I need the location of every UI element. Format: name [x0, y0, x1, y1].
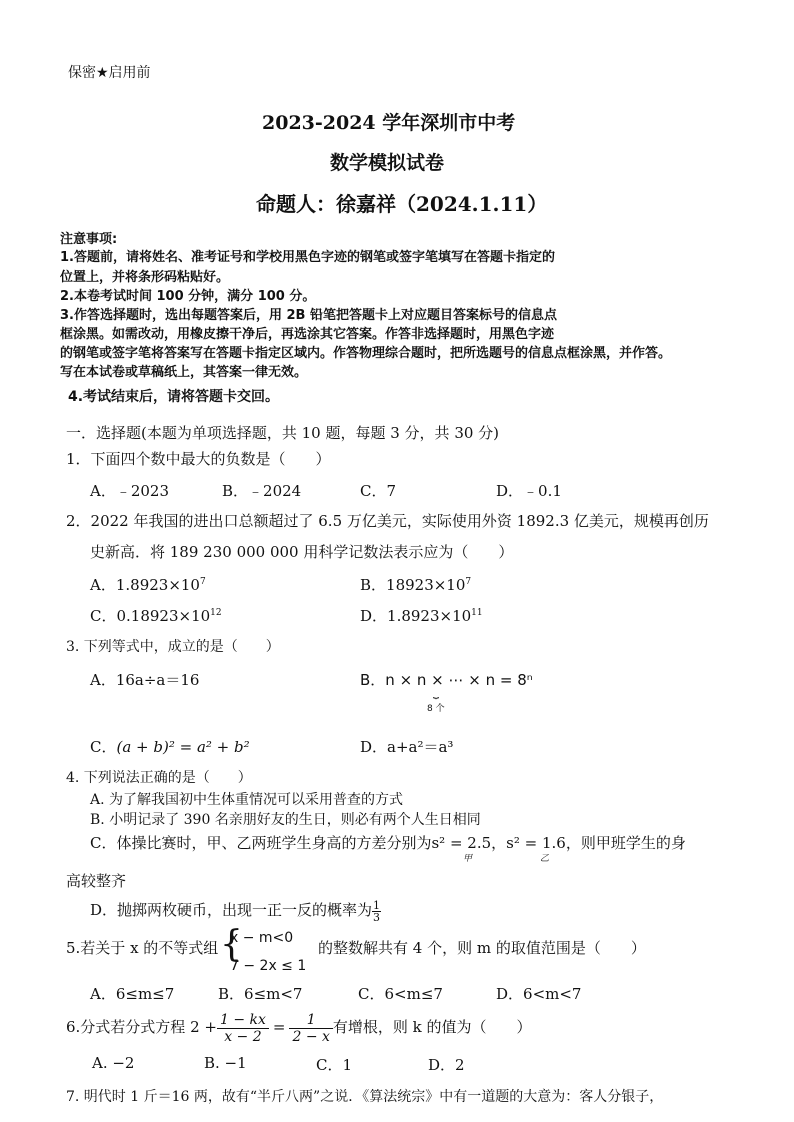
- question-5-option-d: D．6<m<7: [496, 985, 582, 1003]
- exam-author: 命题人：徐嘉祥（2024.1.11）: [256, 192, 548, 216]
- secret-label: 保密★启用前: [68, 65, 151, 81]
- question-2-stem-1: 2．2022 年我国的进出口总额超过了 6.5 万亿美元，实际使用外资 1892.3 亿美元，规模再创历: [66, 512, 709, 530]
- question-1-option-c: C．7: [360, 482, 397, 500]
- question-4-option-c-cont: 高较整齐: [66, 872, 127, 890]
- note-line: 3.作答选择题时，选出每题答案后，用 2B 铅笔把答题卡上对应题目答案标号的信息点: [60, 308, 557, 323]
- question-6: 6.分式若分式方程 2 + $\frac{1 - kx}{x - 2}$ = $\frac{1}{2 - x}$ 有增根，则 k 的值为（ ）: [66, 1011, 532, 1045]
- note-line: 1.答题前，请将姓名、准考证号和学校用黑色字迹的钢笔或签字笔填写在答题卡指定的: [60, 250, 555, 265]
- inequality-1: x − m<0: [230, 930, 294, 946]
- question-3-option-b-underlabel: 8 个: [427, 704, 445, 714]
- notes-heading: 注意事项:: [60, 232, 118, 247]
- question-1-option-a: A．﹣2023: [90, 482, 170, 500]
- question-3-option-d: D．a+a²＝a³: [360, 738, 454, 756]
- note-line: 的钢笔或签字笔将答案写在答题卡指定区域内。作答物理综合题时，把所选题号的信息点框涂黑，并作答。: [60, 346, 672, 361]
- exam-subtitle: 数学模拟试卷: [330, 152, 445, 174]
- question-3-option-a: A．16a÷a＝16: [90, 671, 200, 689]
- question-6-option-d: D．2: [428, 1056, 465, 1074]
- question-3-stem: 3. 下列等式中，成立的是（ ）: [66, 639, 280, 655]
- question-6-option-a: A. −2: [92, 1054, 135, 1072]
- fraction-one-third: $\frac{1}{3}$: [373, 898, 381, 924]
- question-2-stem-2: 史新高．将 189 230 000 000 用科学记数法表示应为（ ）: [90, 543, 514, 561]
- underbrace-icon: ⏟: [433, 688, 439, 699]
- question-4-option-c: C．体操比赛时，甲、乙两班学生身高的方差分别为s² = 2.5，s² = 1.6，则甲班学生的身: [90, 834, 686, 852]
- fraction-1: $\frac{1 - kx}{x - 2}$: [217, 1012, 269, 1045]
- question-5-post: 的整数解共有 4 个，则 m 的取值范围是（ ）: [318, 939, 646, 957]
- subscript-yi: 乙: [540, 854, 550, 864]
- question-3-option-b: B．n × n × ⋯ × n = 8ⁿ: [360, 671, 533, 689]
- note-line: 位置上，并将条形码粘贴好。: [60, 270, 230, 285]
- question-2-option-b: B．$18923\times 10^7$: [360, 576, 472, 594]
- question-4-stem: 4. 下列说法正确的是（ ）: [66, 770, 252, 786]
- note-line: 写在本试卷或草稿纸上，其答案一律无效。: [60, 365, 308, 380]
- note-line: 框涂黑。如需改动，用橡皮擦干净后，再选涂其它答案。作答非选择题时，用黑色字迹: [60, 327, 555, 342]
- question-1-option-b: B．﹣2024: [222, 482, 302, 500]
- question-5-option-a: A．6≤m≤7: [90, 985, 175, 1003]
- question-5-option-c: C．6<m≤7: [358, 985, 443, 1003]
- question-6-option-b: B. −1: [204, 1054, 247, 1072]
- question-4-option-d: D．抛掷两枚硬币，出现一正一反的概率为 $\frac{1}{3}$: [90, 898, 381, 924]
- question-3-option-c: C．(a + b)² = a² + b²: [90, 738, 250, 756]
- section-heading: 一．选择题(本题为单项选择题，共 10 题，每题 3 分，共 30 分): [66, 424, 500, 442]
- exam-title: 2023-2024 学年深圳市中考: [262, 112, 516, 134]
- question-1-stem: 1．下面四个数中最大的负数是（ ）: [66, 450, 331, 468]
- question-2-option-d: D．$1.8923\times 10^{11}$: [360, 607, 483, 625]
- question-2-option-a: A．$1.8923\times 10^7$: [90, 576, 206, 594]
- question-2-option-c: C．$0.18923\times 10^{12}$: [90, 607, 222, 625]
- question-6-option-c: C．1: [316, 1056, 353, 1074]
- question-4-option-b: B. 小明记录了 390 名亲朋好友的生日，则必有两个人生日相同: [90, 812, 481, 828]
- question-5-option-b: B．6≤m<7: [218, 985, 303, 1003]
- question-4-option-a: A. 为了解我国初中生体重情况可以采用普查的方式: [90, 792, 404, 808]
- brace-icon: {: [220, 924, 243, 965]
- inequality-2: 7 − 2x ≤ 1: [230, 958, 307, 974]
- question-1-option-d: D．﹣0.1: [496, 482, 562, 500]
- subscript-jia: 甲: [463, 854, 473, 864]
- fraction-2: $\frac{1}{2 - x}$: [289, 1012, 332, 1045]
- question-5-pre: 5.若关于 x 的不等式组: [66, 939, 219, 957]
- question-7-stem: 7. 明代时 1 斤＝16 两，故有“半斤八两”之说．《算法统宗》中有一道题的大意为：客人分银子，: [66, 1089, 664, 1105]
- note-line: 2.本卷考试时间 100 分钟，满分 100 分。: [60, 289, 316, 304]
- note-line-4: 4.考试结束后，请将答题卡交回。: [68, 389, 280, 405]
